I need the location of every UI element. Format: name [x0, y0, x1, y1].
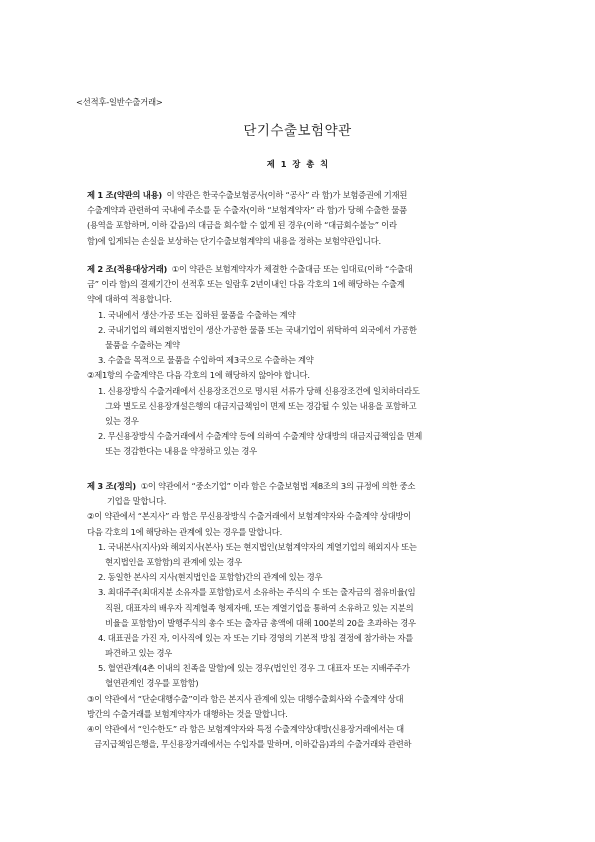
article-line: ③이 약관에서 “단순대행수출”이라 함은 본지사 관계에 있는 대행수출회사와 수출계약 상대: [87, 693, 404, 704]
article-line: 약에 대하여 적용합니다.: [87, 294, 172, 305]
article-line: 방간의 수출거래를 보험계약자가 대행하는 것을 말합니다.: [87, 708, 288, 719]
document-title: 단기수출보험약관: [243, 123, 352, 139]
article-text: ①이 약관은 보험계약자가 체결한 수출대금 또는 임대료(이하 “수출대: [167, 264, 413, 274]
list-item: 4. 대표권을 가진 자, 이사직에 있는 자 또는 기타 경영의 기본적 방침 결정에 참가하는 자를: [98, 632, 413, 643]
article-heading: 제 1 조(약관의 내용): [87, 190, 162, 200]
list-item: 3. 최대주주(최대지분 소유자를 포함함)로서 소유하는 주식의 수 또는 출자금의 점유비율(임: [98, 587, 416, 598]
article-heading: 제 3 조(정의): [87, 481, 136, 491]
list-item: 2. 동일한 본사의 지사(현지법인을 포함함)간의 관계에 있는 경우: [98, 572, 323, 583]
list-item: 그와 별도로 신용장개설은행의 대금지급책임이 면제 또는 경감될 수 있는 내용을 포함하고: [98, 400, 417, 411]
article-heading: 제 2 조(적용대상거래): [87, 264, 168, 274]
article-line: 함)에 입게되는 손실을 보상하는 단기수출보험계약의 내용을 정하는 보험약관입니다.: [87, 235, 381, 246]
list-item: 5. 혈연관계(4촌 이내의 친족을 말함)에 있는 경우(법인인 경우 그 대표자 또는 지배주주가: [98, 663, 410, 674]
article-text: ①이 약관에서 “중소기업” 이라 함은 수출보험법 제8조의 3의 규정에 의한 중소: [135, 481, 416, 491]
article-text: 이 약관은 한국수출보험공사(이하 “공사” 라 함)가 보험증권에 기재된: [161, 190, 408, 200]
article-line: [87, 479, 527, 494]
article-2: [87, 262, 527, 459]
list-item: 있는 경우: [98, 415, 139, 426]
list-item: 3. 수출을 목적으로 물품을 수입하여 제3국으로 수출하는 계약: [98, 355, 314, 366]
list-item: 혈연관계인 경우를 포함함): [98, 678, 199, 689]
article-line: [87, 188, 527, 203]
article-line: 기업을 말합니다.: [107, 496, 167, 507]
article-line: 수출계약과 관련하여 국내에 주소를 둔 수출자(이하 “보험계약자” 라 함)가 당해 수출한 물품: [87, 205, 407, 216]
article-line: ④이 약관에서 “인수한도” 라 함은 보험계약자와 특정 수출계약상대방(신용장거래에서는 대: [87, 724, 404, 734]
article-line: 다음 각호의 1에 해당하는 관계에 있는 경우를 말합니다.: [87, 526, 282, 537]
article-line: (용역을 포함하며, 이하 같음)의 대금을 회수할 수 없게 된 경우(이하 “대금회수불능” 이라: [87, 220, 397, 231]
list-item: 1. 국내본사(지사)와 해외지사(본사) 또는 현지법인(보험계약자의 계열기업의 해외지사 또는: [98, 541, 417, 552]
article-1: [87, 188, 527, 249]
chapter-title: 제 1 장 총 칙: [266, 159, 329, 169]
list-item: 파견하고 있는 경우: [98, 648, 173, 659]
list-item: 1. 국내에서 생산·가공 또는 집하된 물품을 수출하는 계약: [98, 309, 296, 320]
article-line: ②제1항의 수출계약은 다음 각호의 1에 해당하지 않아야 합니다.: [87, 370, 310, 381]
list-item: 또는 경감한다는 내용을 약정하고 있는 경우: [98, 446, 257, 457]
list-item: 현지법인을 포함함)의 관계에 있는 경우: [98, 556, 242, 567]
list-item: 1. 신용장방식 수출거래에서 신용장조건으로 명시된 서류가 당해 신용장조건에 일치하더라도: [98, 385, 420, 396]
list-item: 물품을 수출하는 계약: [98, 339, 180, 350]
list-item: 2. 무신용장방식 수출거래에서 수출계약 등에 의하여 수출계약 상대방의 대금지급책임을 면제: [98, 431, 422, 442]
list-item: 비율을 포함함)이 발행주식의 총수 또는 출자금 총액에 대해 100분의 20을 초과하는 경우: [98, 617, 416, 628]
article-3: [87, 479, 527, 752]
article-line: ②이 약관에서 “본지사” 라 함은 무신용장방식 수출거래에서 보험계약자와 수출계약 상대방이: [87, 511, 412, 522]
list-item: 직원, 대표자의 배우자 직계혈족 형제자매, 또는 계열기업을 통하여 소유하고 있는 지분의: [98, 602, 414, 613]
article-line: [87, 262, 527, 277]
article-line: 금지급책임은행을, 무신용장거래에서는 수입자를 말하며, 이하같음)과의 수출거래와 관련하: [87, 739, 412, 750]
document-tag: <선적후-일반수출거래>: [76, 97, 163, 107]
article-line: 금” 이라 함)의 결제기간이 선적후 또는 일람후 2년이내인 다음 각호의 1에 해당하는 수출계: [87, 279, 405, 290]
list-item: 2. 국내기업의 해외현지법인이 생산·가공한 물품 또는 국내기업이 위탁하여 외국에서 가공한: [98, 324, 417, 335]
